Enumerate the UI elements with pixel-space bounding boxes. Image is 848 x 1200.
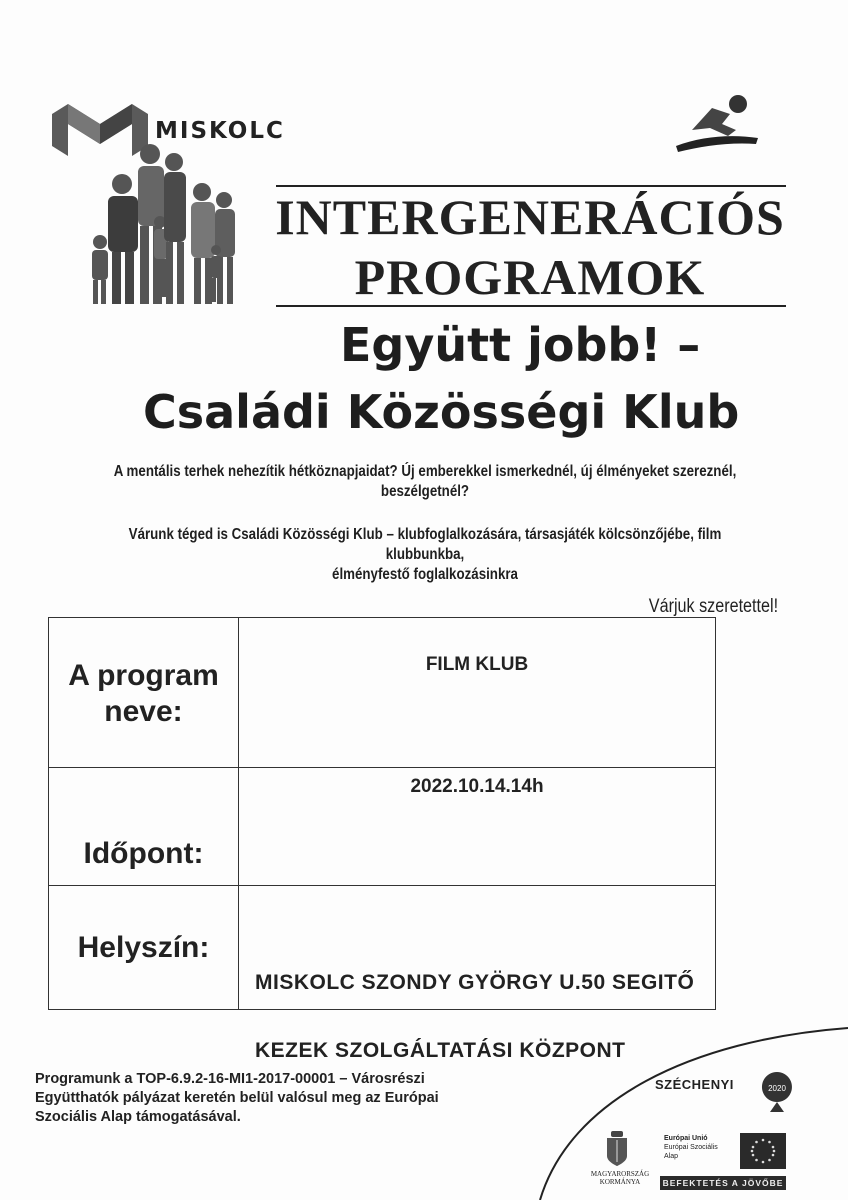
intro-paragraph-1 bbox=[94, 462, 756, 502]
title-rule-bottom bbox=[276, 305, 786, 307]
funding-line: Programunk a TOP-6.9.2-16-MI1-2017-00001 – Városrészi bbox=[35, 1071, 425, 1087]
funding-line: Szociális Alap támogatásával. bbox=[35, 1109, 241, 1125]
location-value-line: MISKOLC SZONDY GYÖRGY U.50 SEGITŐ bbox=[255, 971, 695, 994]
eu-line: Európai Szociális bbox=[664, 1144, 718, 1151]
eu-fund-label bbox=[664, 1134, 734, 1161]
title-line-1: INTERGENERÁCIÓS bbox=[275, 189, 785, 245]
title-rule-top bbox=[276, 185, 786, 187]
program-info-table bbox=[48, 617, 716, 1062]
gov-line: MAGYARORSZÁG bbox=[590, 1170, 650, 1178]
hungary-crest-icon bbox=[603, 1128, 631, 1168]
intro-line: Várunk téged is Családi Közösségi Klub – klubfoglalkozására, társasjáték kölcsönzőjébe, film klubbunkba, bbox=[128, 526, 722, 563]
title-line-2: PROGRAMOK bbox=[354, 249, 706, 305]
funding-statement bbox=[35, 1070, 505, 1127]
intro-line: A mentális terhek nehezítik hétköznapjaidat? Új emberekkel ismerkednél, új élményeket szereznél, bbox=[113, 463, 737, 480]
row-label-line: A program bbox=[68, 659, 219, 692]
intro-line: beszélgetnél? bbox=[380, 483, 470, 500]
subtitle-line-1: Együtt jobb! – bbox=[340, 318, 701, 372]
date-value: 2022.10.14.14h bbox=[410, 776, 544, 797]
location-value-line: KEZEK SZOLGÁLTATÁSI KÖZPONT bbox=[255, 1039, 626, 1062]
logo-text: MISKOLC bbox=[155, 118, 285, 144]
funding-line: Együtthatók pályázat keretén belül valósul meg az Európai bbox=[35, 1090, 439, 1106]
program-name-value: FILM KLUB bbox=[425, 654, 529, 675]
closing-text: Várjuk szeretettel! bbox=[648, 596, 778, 617]
footer-arc-decoration bbox=[530, 1020, 848, 1200]
row-value bbox=[239, 618, 715, 767]
family-illustration-icon bbox=[78, 142, 246, 312]
row-label: Helyszín: bbox=[49, 886, 239, 1009]
subtitle-line-2: Családi Közösségi Klub bbox=[143, 385, 740, 439]
eu-flag-icon bbox=[740, 1133, 786, 1169]
intro-paragraph-2 bbox=[94, 525, 756, 585]
table-row bbox=[49, 886, 715, 1062]
badge-year: 2020 bbox=[768, 1084, 786, 1093]
row-label: Időpont: bbox=[49, 768, 239, 885]
eu-line: Európai Unió bbox=[664, 1135, 708, 1142]
snowboarder-icon bbox=[672, 90, 762, 156]
row-label-line: neve: bbox=[104, 695, 183, 728]
intro-line: élményfestő foglalkozásinkra bbox=[332, 566, 518, 583]
row-value bbox=[239, 886, 715, 1062]
gov-line: KORMÁNYA bbox=[599, 1178, 641, 1186]
hungarian-government-label bbox=[580, 1170, 660, 1186]
eu-line: Alap bbox=[664, 1153, 679, 1160]
szechenyi-label: SZÉCHENYI bbox=[655, 1077, 734, 1092]
table-row bbox=[49, 768, 715, 886]
row-label bbox=[49, 618, 239, 767]
row-value bbox=[239, 768, 715, 885]
invest-in-future-banner: BEFEKTETÉS A JÖVŐBE bbox=[660, 1176, 786, 1190]
szechenyi-2020-badge-icon bbox=[760, 1070, 794, 1114]
table-row bbox=[49, 618, 715, 768]
